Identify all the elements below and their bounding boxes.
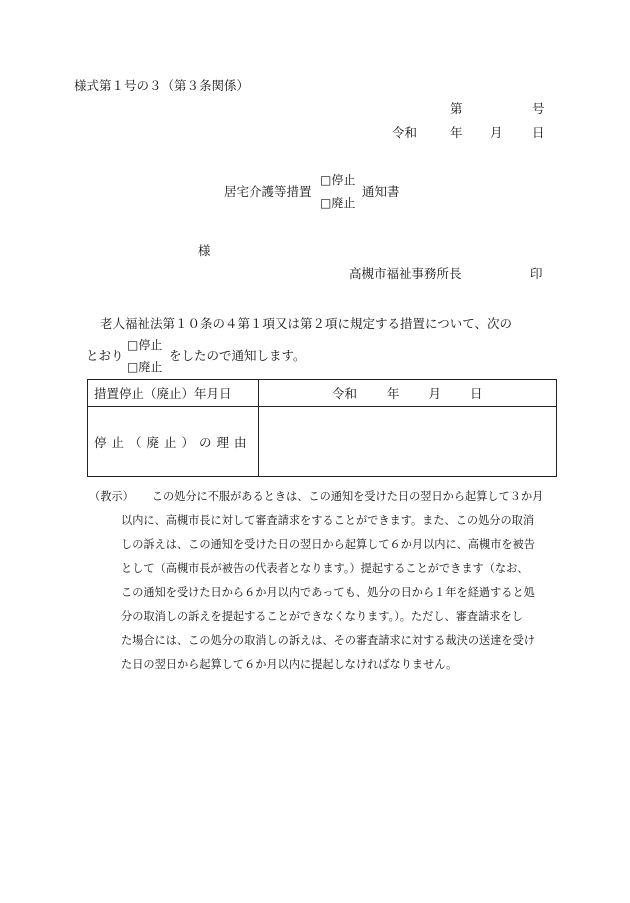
stop-date-year: 年 [387,386,400,401]
body-line-2-suffix: をしたので通知します。 [169,348,306,363]
body-line-2-prefix: とおり [86,348,124,363]
issue-date-year: 年 [450,125,463,140]
body-line-1: 老人福祉法第１０条の４第１項又は第２項に規定する措置について、次の [100,316,513,331]
table-row [88,407,557,477]
notice-heading: （教示） [89,490,134,503]
notice-line-2: 以内に、高槻市長に対して審査請求をすることができます。また、この処分の取消 [121,514,535,527]
title-suffix: 通知書 [362,184,400,199]
measure-table [87,379,557,477]
body-option-abolish: □廃止 [127,360,163,374]
notice-line-5: この通知を受けた日から６か月以内であっても、処分の日から１年を経過すると処 [121,586,535,599]
document-number-prefix: 第 [450,101,463,116]
stop-date-era: 令和 [332,386,358,401]
stop-reason-value[interactable] [259,407,557,477]
issue-date-day: 日 [532,125,545,140]
table-row [88,380,557,407]
notice-line-8: た日の翌日から起算して６か月以内に提起しなければなりません。 [121,658,458,671]
stop-date-day: 日 [470,386,483,401]
notice-line-1: この処分に不服があるときは、この通知を受けた日の翌日から起算して３か月 [151,490,544,503]
title-option-abolish: □廃止 [320,196,356,210]
document-number-suffix: 号 [532,101,545,116]
addressee-honorific: 様 [198,243,211,258]
instruction-notice [89,485,559,677]
issue-date-era: 令和 [392,125,418,140]
notice-line-7: た場合には、この処分の取消しの訴えは、その審査請求に対する裁決の送達を受け [121,634,535,647]
stop-date-month: 月 [428,386,442,401]
title-option-stop: □停止 [320,173,356,187]
notice-line-6: 分の取消しの訴えを提起することができなくなります。）。ただし、審査請求をし [121,610,523,623]
notice-line-3: しの訴えは、この通知を受けた日の翌日から起算して６か月以内に、高槻市を被告 [121,538,535,551]
stop-date-label: 措置停止（廃止）年月日 [88,380,259,407]
stop-reason-label: 停止（廃止）の理由 [88,407,259,477]
sender-name: 高槻市福祉事務所長 [349,266,462,281]
seal-mark: 印 [530,266,543,281]
stop-date-value[interactable] [259,380,557,407]
notice-line-4: として（高槻市長が被告の代表者となります。）提起することができます（なお、 [121,562,529,575]
issue-date-month: 月 [490,125,503,140]
form-number: 様式第１号の３（第３条関係） [74,78,250,93]
body-option-stop: □停止 [127,338,163,352]
title-prefix: 居宅介護等措置 [224,184,312,199]
